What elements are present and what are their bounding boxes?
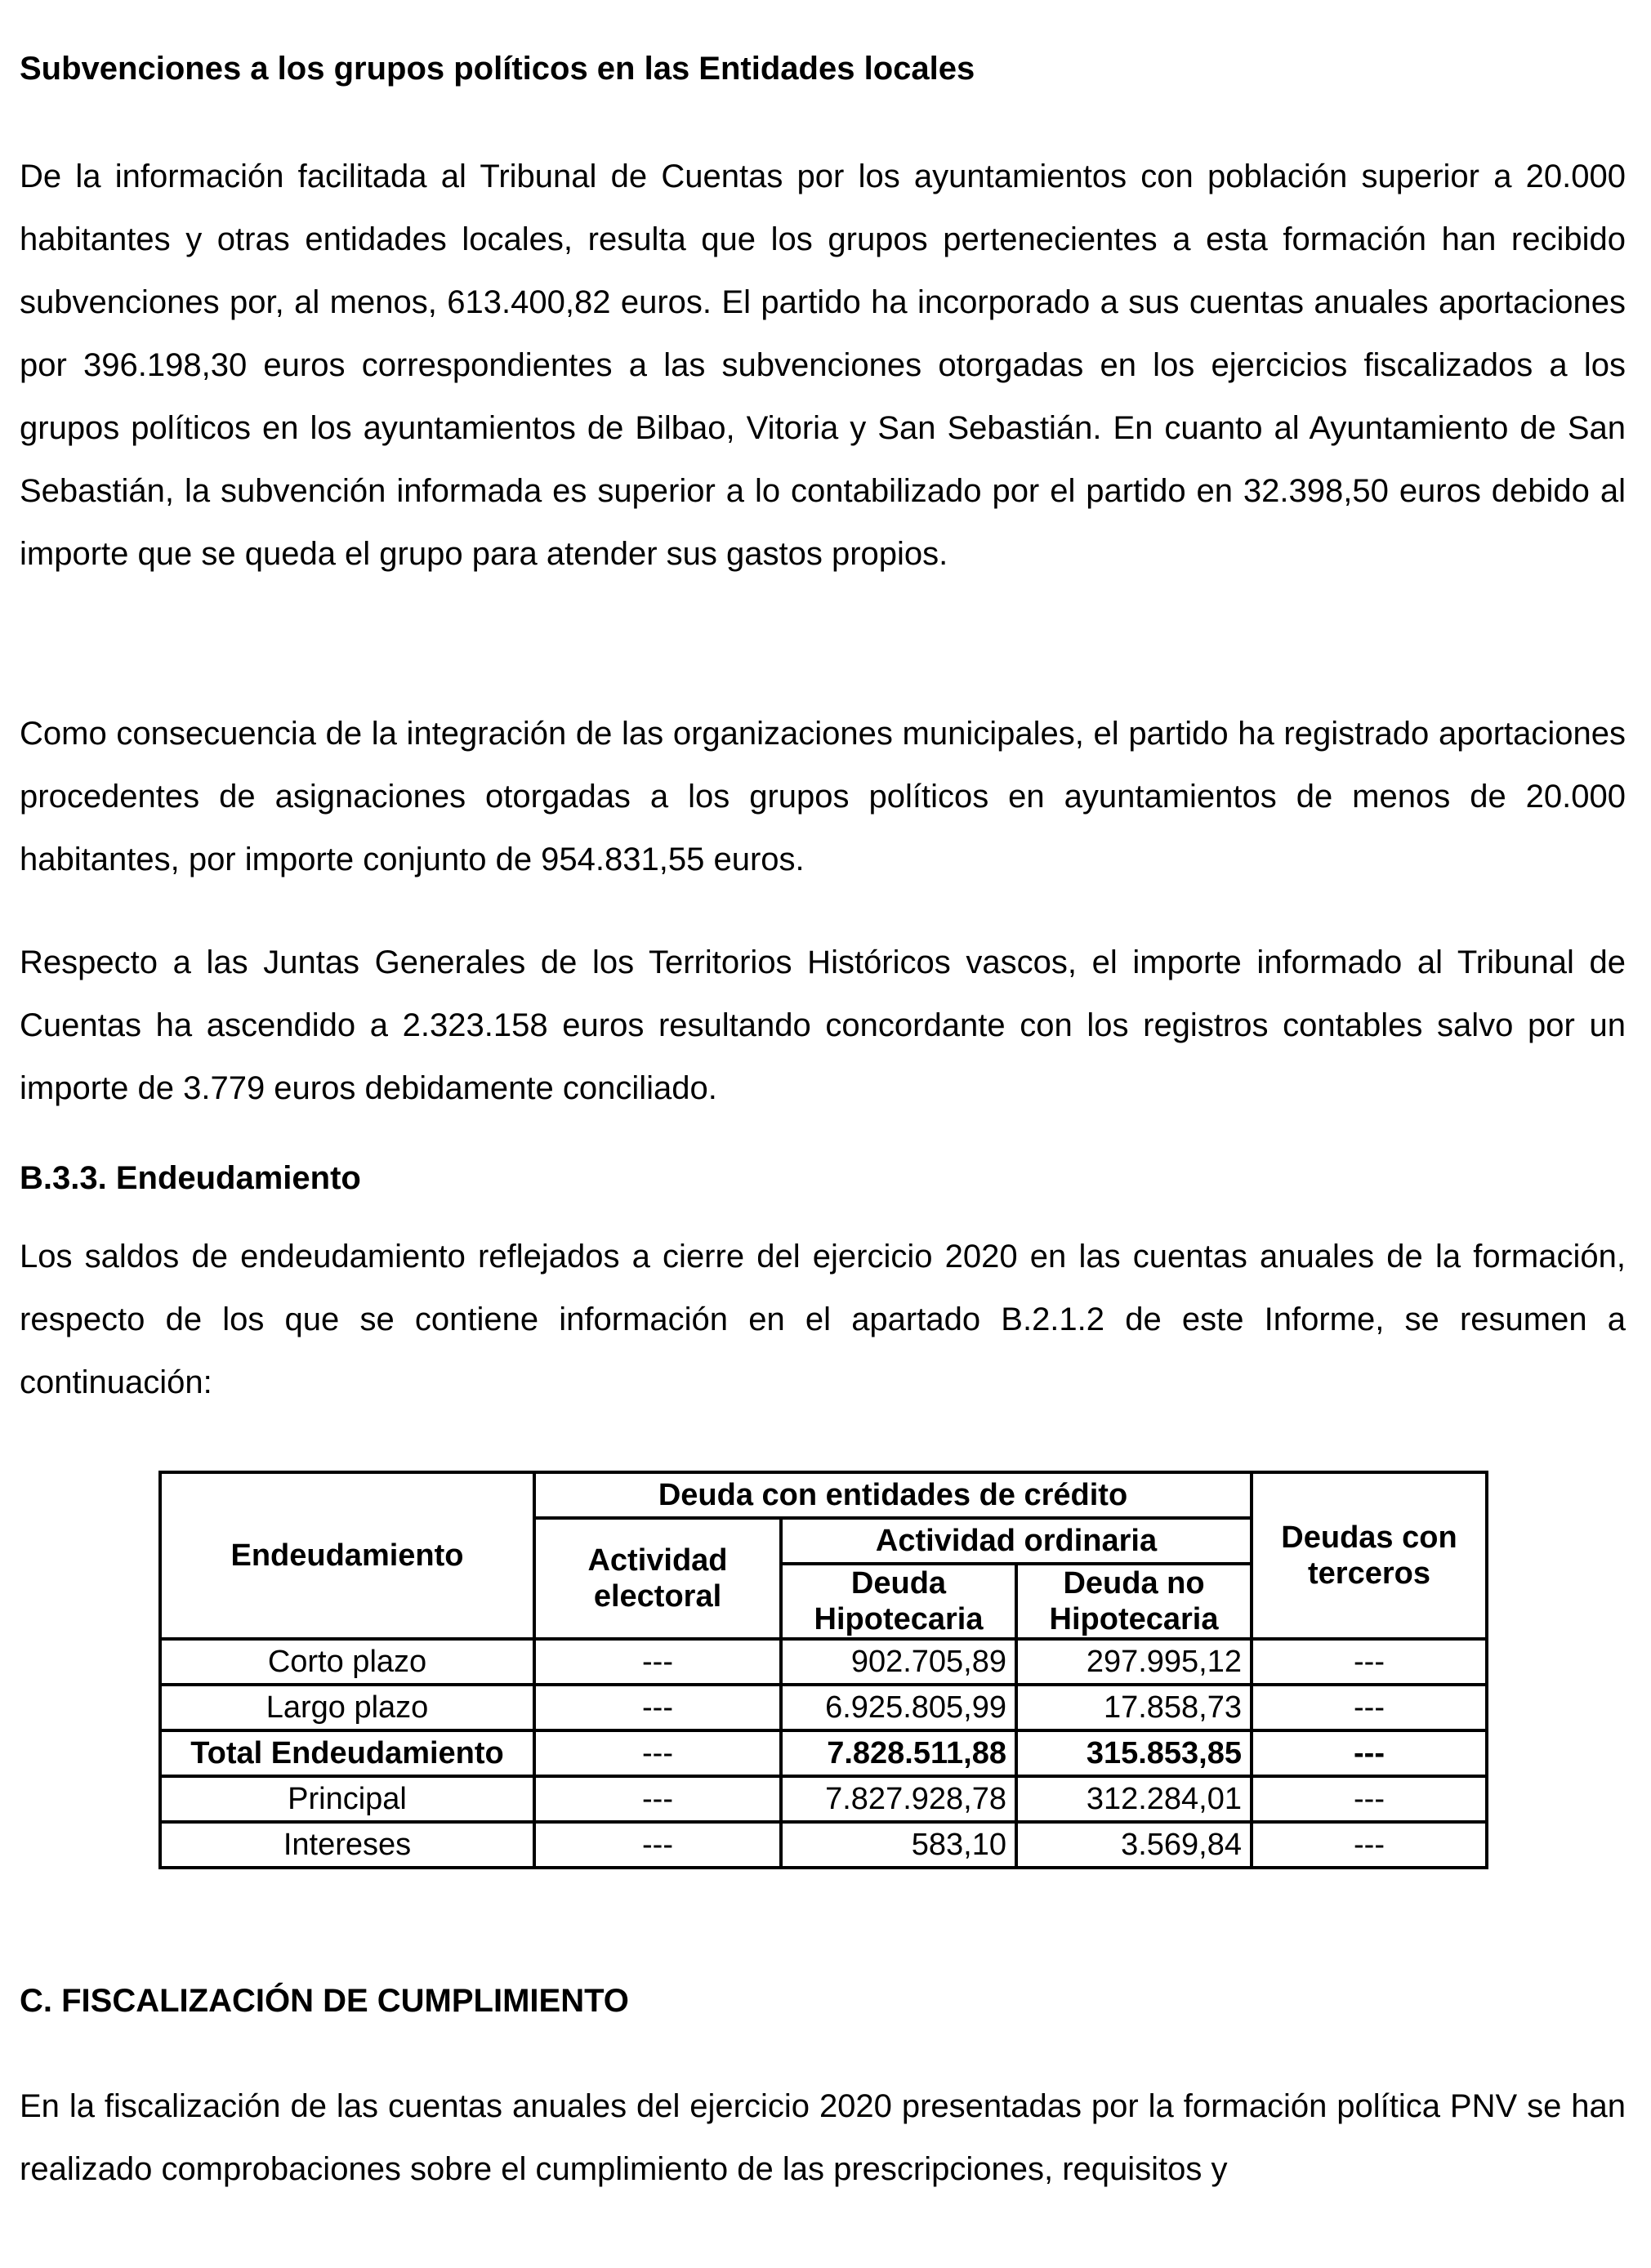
cell-no-hipotecaria: 3.569,84 [1016,1822,1252,1868]
section-title-subvenciones: Subvenciones a los grupos políticos en las Entidades locales [20,51,975,87]
table-row-intereses [160,1822,1487,1868]
debt-table-container [158,1471,1488,1869]
cell-terceros: --- [1252,1639,1487,1685]
table-row-principal [160,1776,1487,1822]
table-row-largo-plazo [160,1685,1487,1730]
header-actividad-electoral: Actividad electoral [534,1518,781,1639]
cell-no-hipotecaria: 312.284,01 [1016,1776,1252,1822]
cell-hipotecaria: 7.827.928,78 [781,1776,1016,1822]
header-actividad-ordinaria: Actividad ordinaria [781,1518,1252,1564]
header-deuda-no-hipotecaria: Deuda no Hipotecaria [1016,1564,1252,1639]
cell-electoral: --- [534,1822,781,1868]
section-title-endeudamiento: B.3.3. Endeudamiento [20,1160,361,1196]
cell-hipotecaria: 6.925.805,99 [781,1685,1016,1730]
header-deuda-credito: Deuda con entidades de crédito [534,1472,1252,1518]
cell-electoral: --- [534,1730,781,1776]
table-row-total [160,1730,1487,1776]
cell-no-hipotecaria: 315.853,85 [1016,1730,1252,1776]
cell-no-hipotecaria: 297.995,12 [1016,1639,1252,1685]
cell-electoral: --- [534,1685,781,1730]
cell-hipotecaria: 583,10 [781,1822,1016,1868]
row-label: Principal [160,1776,534,1822]
paragraph-cumplimiento: En la fiscalización de las cuentas anuales del ejercicio 2020 presentadas por la formación política PNV se han realizado comprobaciones sobre el cumplimiento de las prescripciones, requisitos y [20,2088,1626,2187]
cell-terceros: --- [1252,1730,1487,1776]
cell-hipotecaria: 7.828.511,88 [781,1730,1016,1776]
cell-terceros: --- [1252,1776,1487,1822]
paragraph-subvenciones-2: Como consecuencia de la integración de las organizaciones municipales, el partido ha registrado aportaciones procedentes de asignaciones otorgadas a los grupos políticos en ayuntamientos de menos de 20.000 habitantes, por importe conjunto de 954.831,55 euros. [20,716,1626,877]
cell-terceros: --- [1252,1685,1487,1730]
cell-electoral: --- [534,1776,781,1822]
cell-electoral: --- [534,1639,781,1685]
row-label: Intereses [160,1822,534,1868]
paragraph-subvenciones-3: Respecto a las Juntas Generales de los Territorios Históricos vascos, el importe informado al Tribunal de Cuentas ha ascendido a 2.323.158 euros resultando concordante con los registros contables salvo por un importe de 3.779 euros debidamente conciliado. [20,944,1626,1106]
paragraph-subvenciones-1: De la información facilitada al Tribunal de Cuentas por los ayuntamientos con población superior a 20.000 habitantes y otras entidades locales, resulta que los grupos pertenecientes a esta formación han recibido subvenciones por, al menos, 613.400,82 euros. El partido ha incorporado a sus cuentas anuales aportaciones por 396.198,30 euros correspondientes a las subvenciones otorgadas en los ejercicios fiscalizados a los grupos políticos en los ayuntamientos de Bilbao, Vitoria y San Sebastián. En cuanto al Ayuntamiento de San Sebastián, la subvención informada es superior a lo contabilizado por el partido en 32.398,50 euros debido al importe que se queda el grupo para atender sus gastos propios. [20,158,1626,572]
cell-no-hipotecaria: 17.858,73 [1016,1685,1252,1730]
paragraph-endeudamiento: Los saldos de endeudamiento reflejados a cierre del ejercicio 2020 en las cuentas anuales de la formación, respecto de los que se contiene información en el apartado B.2.1.2 de este Informe, se resumen a continuación: [20,1239,1626,1400]
row-label: Total Endeudamiento [160,1730,534,1776]
debt-table [158,1471,1488,1869]
row-label: Corto plazo [160,1639,534,1685]
table-row-corto-plazo [160,1639,1487,1685]
header-endeudamiento: Endeudamiento [160,1472,534,1639]
header-deudas-terceros: Deudas con terceros [1252,1472,1487,1639]
cell-hipotecaria: 902.705,89 [781,1639,1016,1685]
cell-terceros: --- [1252,1822,1487,1868]
section-title-cumplimiento: C. FISCALIZACIÓN DE CUMPLIMIENTO [20,1983,629,2019]
row-label: Largo plazo [160,1685,534,1730]
header-deuda-hipotecaria: Deuda Hipotecaria [781,1564,1016,1639]
